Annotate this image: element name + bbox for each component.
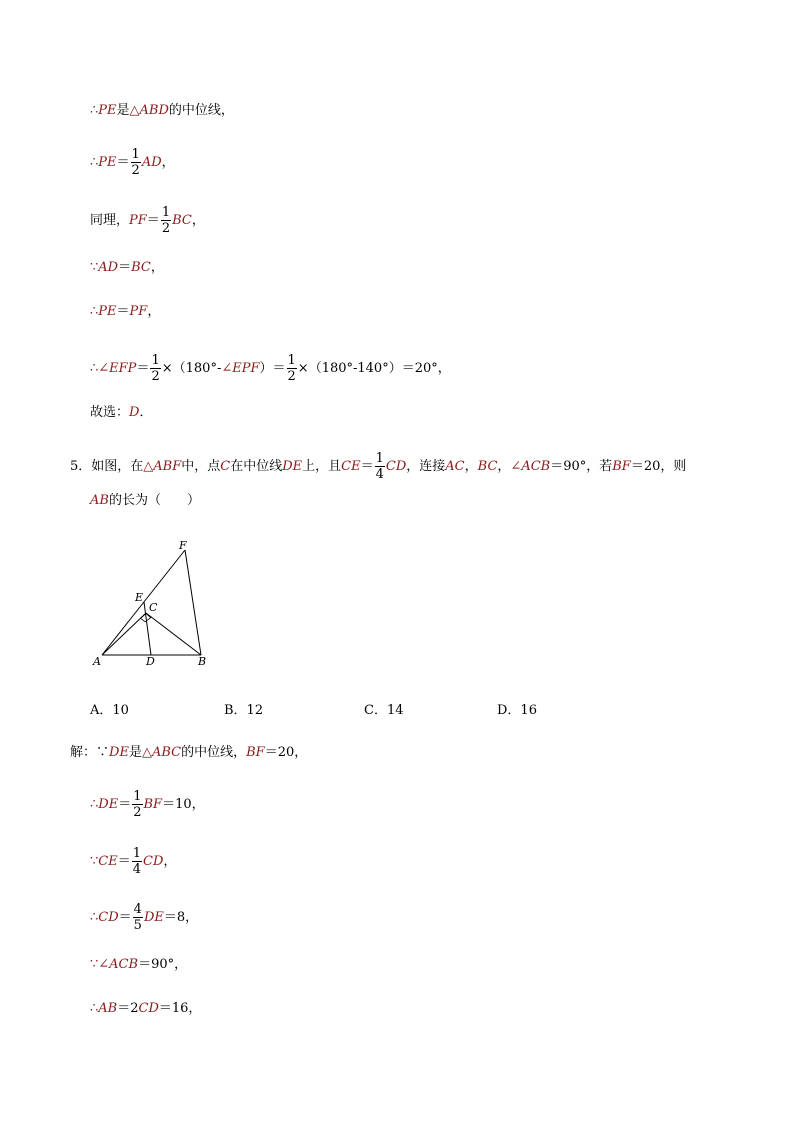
option-c: C．14 — [364, 703, 404, 718]
math-var: BC — [477, 458, 498, 474]
text: ＝2 — [117, 1001, 139, 1016]
math-var: AB — [90, 493, 109, 508]
triangle-figure — [88, 538, 218, 668]
text: 是 — [128, 745, 142, 760]
text: ＝16， — [158, 1001, 202, 1016]
label-a: A — [93, 655, 101, 668]
text: ， — [464, 458, 478, 474]
solution-line-2 — [90, 148, 175, 177]
equals: ＝ — [136, 360, 150, 376]
math-var: PE — [98, 103, 117, 118]
question-5-line-1 — [70, 452, 686, 481]
math-var: ∠EPF — [221, 360, 260, 376]
fraction-denominator: 4 — [375, 467, 384, 482]
fraction-denominator: 2 — [131, 163, 140, 178]
text: ＝10， — [162, 796, 205, 812]
math-var: BF — [143, 796, 163, 812]
text: 的中位线， — [168, 103, 234, 118]
text: ＝90°，若 — [550, 458, 613, 474]
segment-ac — [102, 613, 146, 655]
math-var: DE — [282, 458, 303, 474]
text: 的长为（ ） — [108, 493, 200, 508]
math-var: PE — [98, 304, 117, 319]
text: ，连接 — [406, 458, 446, 474]
fraction-numerator: 1 — [132, 846, 142, 861]
fraction — [131, 148, 141, 177]
equals: ＝ — [116, 154, 130, 170]
math-var: BC — [131, 260, 151, 275]
text: ＝20， — [264, 745, 308, 760]
fraction-numerator: 1 — [161, 205, 171, 220]
because-symbol: ∵ — [90, 957, 99, 972]
math-var: BF — [246, 745, 265, 760]
fraction-numerator: 1 — [287, 353, 296, 368]
solution-line-7 — [90, 403, 152, 423]
text: ， — [161, 154, 175, 170]
math-var: AD — [98, 260, 119, 275]
fraction-denominator: 4 — [132, 862, 142, 877]
text: 中，点 — [181, 458, 221, 474]
fraction-numerator: 1 — [131, 147, 140, 162]
answer-line-6 — [90, 999, 201, 1019]
solution-line-1 — [90, 101, 234, 121]
answer-line-3 — [90, 847, 176, 876]
equals: ＝ — [116, 304, 130, 319]
math-var: △ABF — [143, 458, 182, 474]
label-b: B — [198, 655, 207, 668]
label-d: D — [146, 655, 155, 668]
text: ， — [150, 260, 164, 275]
text: 的中位线， — [181, 745, 247, 760]
text: 在中位线 — [230, 458, 283, 474]
equals: ＝ — [146, 212, 160, 228]
text: 同理， — [90, 212, 130, 228]
therefore-symbol: ∴ — [90, 909, 99, 925]
math-var: PF — [129, 212, 147, 228]
fraction-denominator: 5 — [133, 918, 142, 933]
text: ＝8， — [163, 909, 199, 925]
equals: ＝ — [118, 909, 132, 925]
text: ， — [497, 458, 511, 474]
question-5-line-2 — [90, 491, 200, 511]
math-var: DE — [143, 909, 164, 925]
fraction-numerator: 1 — [151, 353, 160, 368]
label-c: C — [149, 601, 158, 614]
therefore-symbol: ∴ — [90, 304, 99, 319]
therefore-symbol: ∴ — [90, 1001, 99, 1016]
solution-line-5 — [90, 302, 160, 322]
fraction-denominator: 2 — [151, 369, 160, 384]
fraction — [132, 847, 142, 876]
equals: ＝ — [117, 853, 131, 869]
text: ， — [147, 304, 161, 319]
text: ， — [191, 212, 205, 228]
math-var: CE — [341, 458, 361, 474]
fraction-numerator: 1 — [375, 451, 384, 466]
solution-line-6 — [90, 354, 451, 383]
because-symbol: ∵ — [90, 260, 99, 275]
question-number: 5．如图，在 — [70, 458, 144, 474]
because-symbol: ∵ — [90, 853, 99, 869]
math-var: AC — [445, 458, 465, 474]
math-var: △ABD — [129, 103, 169, 118]
solution-line-4 — [90, 258, 164, 278]
text: ， — [163, 853, 177, 869]
option-d: D．16 — [497, 703, 537, 718]
text: 是 — [116, 103, 130, 118]
math-var: CD — [385, 458, 407, 474]
fraction-numerator: 4 — [133, 902, 142, 917]
answer-line-2 — [90, 790, 205, 819]
fraction-denominator: 2 — [133, 805, 142, 820]
equals: ＝ — [118, 796, 132, 812]
text: 上，且 — [302, 458, 342, 474]
text: ． — [139, 405, 153, 420]
text: ＝20，则 — [630, 458, 687, 474]
therefore-symbol: ∴ — [90, 103, 99, 118]
answer-line-4 — [90, 903, 198, 932]
fraction-denominator: 2 — [287, 369, 296, 384]
math-var: CD — [98, 909, 119, 925]
fraction — [375, 452, 385, 481]
therefore-symbol: ∴ — [90, 154, 99, 170]
fraction — [161, 206, 171, 235]
answer-letter: D — [129, 405, 140, 420]
fraction — [132, 790, 142, 819]
therefore-symbol: ∴ — [90, 796, 99, 812]
segment-bc — [146, 613, 201, 655]
math-var: ∠ACB — [98, 957, 139, 972]
therefore-symbol: ∴ — [90, 360, 99, 376]
text: ）＝ — [259, 360, 286, 376]
answer-line-5 — [90, 955, 187, 975]
math-var: AB — [98, 1001, 118, 1016]
math-var: DE — [109, 745, 129, 760]
answer-line-1 — [70, 743, 307, 763]
math-var: △ABC — [141, 745, 182, 760]
text: 解：∵ — [70, 745, 110, 760]
text: ×（180°- — [161, 360, 222, 376]
math-var: CE — [98, 853, 118, 869]
solution-line-3 — [90, 206, 205, 235]
fraction — [133, 903, 143, 932]
option-a: A．10 — [90, 703, 129, 718]
math-var: C — [220, 458, 231, 474]
fraction-numerator: 1 — [133, 789, 142, 804]
segment-af — [102, 550, 185, 655]
math-var: ∠ACB — [510, 458, 551, 474]
segment-bf — [185, 550, 201, 655]
math-var: BF — [612, 458, 631, 474]
math-var: PF — [129, 304, 148, 319]
equals: ＝ — [118, 260, 132, 275]
math-var: CD — [143, 853, 164, 869]
math-var: BC — [172, 212, 192, 228]
math-var: ∠EFP — [98, 360, 137, 376]
option-b: B．12 — [224, 703, 264, 718]
fraction-denominator: 2 — [161, 221, 171, 236]
text: 故选： — [90, 405, 130, 420]
fraction — [287, 354, 297, 383]
label-e: E — [135, 591, 144, 604]
text: ＝90°， — [138, 957, 188, 972]
math-var: DE — [98, 796, 119, 812]
equals: ＝ — [360, 458, 374, 474]
text: ×（180°-140°）＝20°， — [297, 360, 451, 376]
math-var: PE — [98, 154, 117, 170]
fraction — [150, 354, 160, 383]
label-f: F — [179, 539, 187, 552]
math-var: AD — [141, 154, 162, 170]
math-var: CD — [138, 1001, 159, 1016]
